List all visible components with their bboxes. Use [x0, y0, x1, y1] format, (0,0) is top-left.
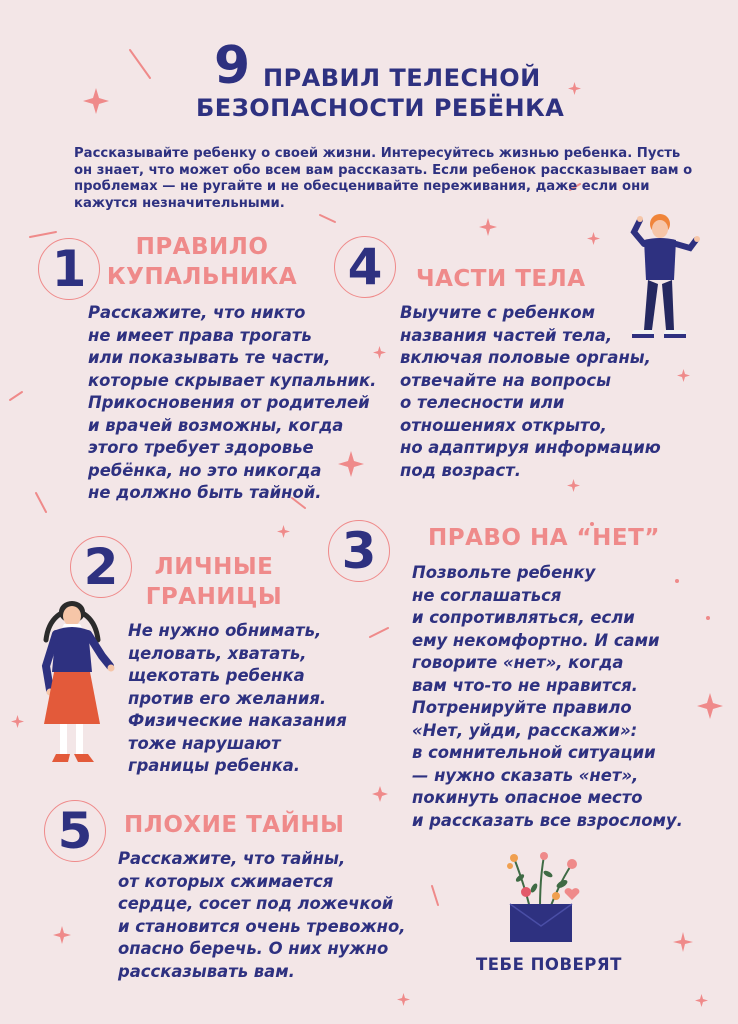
sparkle-icon [277, 525, 290, 538]
rule-4-body: Выучите с ребенком названия частей тела, включая половые органы, отвечайте на вопросы о телесности или отношениях открыто, но адаптируя информацию под возраст. [400, 303, 661, 480]
title-number: 9 [214, 36, 251, 96]
rule-4-number-badge [334, 236, 396, 298]
rule-3-body: Позвольте ребенку не соглашаться и сопротивляться, если ему некомфортно. И сами говорите «нет», когда вам что-то не нравится. Потренируйте правило «Нет, уйди, расскажи»: в сомнительной ситуации — нужно сказать «нет», покинуть опасное место и рассказать все взрослому. [412, 563, 683, 830]
rule-5-number: 5 [57, 802, 93, 860]
sparkle-icon [53, 926, 71, 944]
sparkle-icon [697, 693, 723, 719]
rule-1-number: 1 [51, 240, 87, 298]
rule-5-body: Расскажите, что тайны, от которых сжимается сердце, сосет под ложечкой и становится очень тревожно, опасно беречь. О них нужно рассказывать вам. [118, 849, 406, 981]
girl-illustration [40, 600, 122, 772]
sparkle-icon [568, 82, 581, 95]
rule-3-number: 3 [341, 522, 377, 580]
envelope-flowers-logo [500, 848, 590, 944]
rule-3-title: ПРАВО НА “НЕТ” [428, 525, 660, 551]
rule-2-body: Не нужно обнимать, целовать, хватать, щекотать ребенка против его желания. Физические наказания тоже нарушают границы ребенка. [128, 621, 347, 775]
brand-name: ТЕБЕ ПОВЕРЯТ [476, 955, 622, 974]
intro-paragraph: Рассказывайте ребенку о своей жизни. Интересуйтесь жизнью ребенка. Пусть он знает, что может обо всем вам рассказать. Если ребенок рассказывает вам о проблемах — не ругайте и не обесценивайте переживания, даже если они кажутся незначительными. [74, 146, 693, 211]
sparkle-icon [673, 932, 693, 952]
boy-illustration [622, 212, 708, 348]
sparkle-icon [11, 715, 24, 728]
rule-5-number-badge [44, 800, 106, 862]
sparkle-icon [587, 232, 600, 245]
rule-2-number: 2 [83, 538, 119, 596]
sparkle-icon [479, 218, 497, 236]
page-title-line1: ПРАВИЛ ТЕЛЕСНОЙ [263, 64, 541, 92]
sparkle-icon [372, 786, 388, 802]
rule-5-title: ПЛОХИЕ ТАЙНЫ [124, 812, 345, 838]
page-title-line2: БЕЗОПАСНОСТИ РЕБЁНКА [196, 94, 565, 122]
rule-3-number-badge [328, 520, 390, 582]
rule-2-title: ЛИЧНЫЕ ГРАНИЦЫ [145, 554, 283, 610]
sparkle-icon [695, 994, 708, 1007]
rule-1-body: Расскажите, что никто не имеет права трогать или показывать те части, которые скрывает купальник. Прикосновения от родителей и врачей возможны, когда этого требует здоровье ребёнка, но это никогда не должно быть тайной. [88, 303, 377, 502]
rule-4-title: ЧАСТИ ТЕЛА [416, 266, 586, 292]
sparkle-icon [677, 369, 690, 382]
rule-4-number: 4 [347, 238, 383, 296]
sparkle-icon [397, 993, 410, 1006]
sparkle-icon [83, 88, 109, 114]
rule-1-number-badge [38, 238, 100, 300]
rule-2-number-badge [70, 536, 132, 598]
rule-1-title: ПРАВИЛО КУПАЛЬНИКА [106, 234, 298, 290]
